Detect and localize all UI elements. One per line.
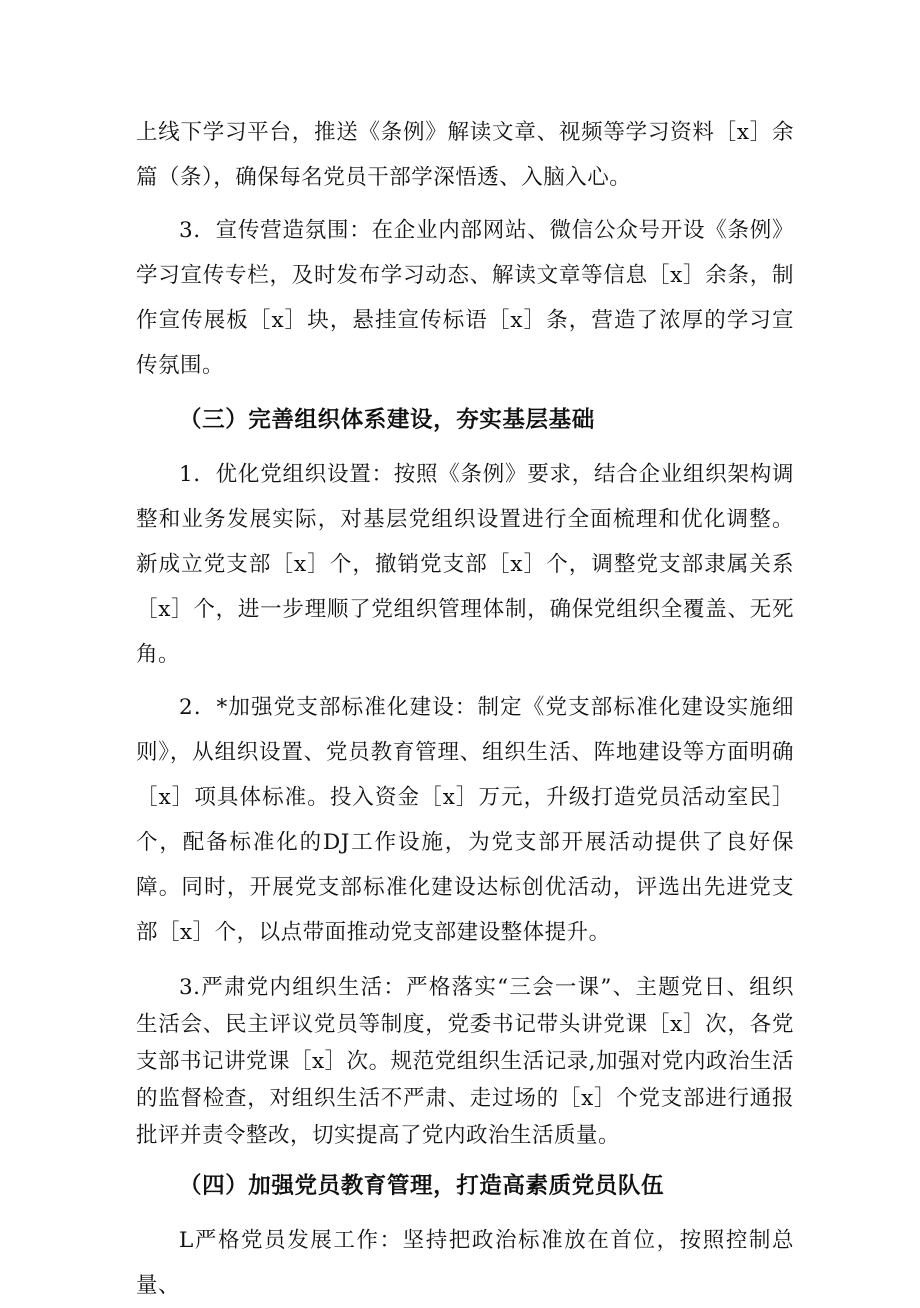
section-heading-4: （四）加强党员教育管理，打造高素质党员队伍 xyxy=(179,1173,665,1199)
paragraph-standardization: 2．*加强党支部标准化建设：制定《党支部标准化建设实施细则》，从组织设置、党员教育管理、组织生活、阵地建设等方面明确［x］项具体标准。投入资金［x］万元，升级打造党员活动室民］个，配备标准化的DJ工作设施，为党支部开展活动提供了良好保障。同时，开展党支部标准化建设达标创优活动，评选出先进党支部［x］个，以点带面推动党支部建设整体提升。 xyxy=(136,695,794,945)
paragraph-continued: 上线下学习平台，推送《条例》解读文章、视频等学习资料［x］余篇（条），确保每名党员干部学深悟透、入脑入心。 xyxy=(136,120,794,190)
paragraph-optimize-organization: 1．优化党组织设置：按照《条例》要求，结合企业组织架构调整和业务发展实际，对基层党组织设置进行全面梳理和优化调整。新成立党支部［x］个，撤销党支部［x］个，调整党支部隶属关系［x］个，进一步理顺了党组织管理体制，确保党组织全覆盖、无死角。 xyxy=(136,462,794,667)
paragraph-member-development: L严格党员发展工作：坚持把政治标准放在首位，按照控制总量、 xyxy=(136,1228,794,1298)
paragraph-organizational-life: 3.严肃党内组织生活：严格落实“三会一课”、主题党日、组织生活会、民主评议党员等制度，党委书记带头讲党课［x］次，各党支部书记讲党课［x］次。规范党组织生活记录,加强对党内政治生活的监督检查，对组织生活不严肃、走过场的［x］个党支部进行通报批评并责令整改，切实提高了党内政治生活质量。 xyxy=(136,975,794,1148)
section-heading-3: （三）完善组织体系建设，夯实基层基础 xyxy=(179,407,595,433)
paragraph-publicity: 3．宣传营造氛围：在企业内部网站、微信公众号开设《条例》学习宣传专栏，及时发布学习动态、解读文章等信息［x］余条，制作宣传展板［x］块，悬挂宣传标语［x］条，营造了浓厚的学习宣传氛围。 xyxy=(136,218,794,378)
